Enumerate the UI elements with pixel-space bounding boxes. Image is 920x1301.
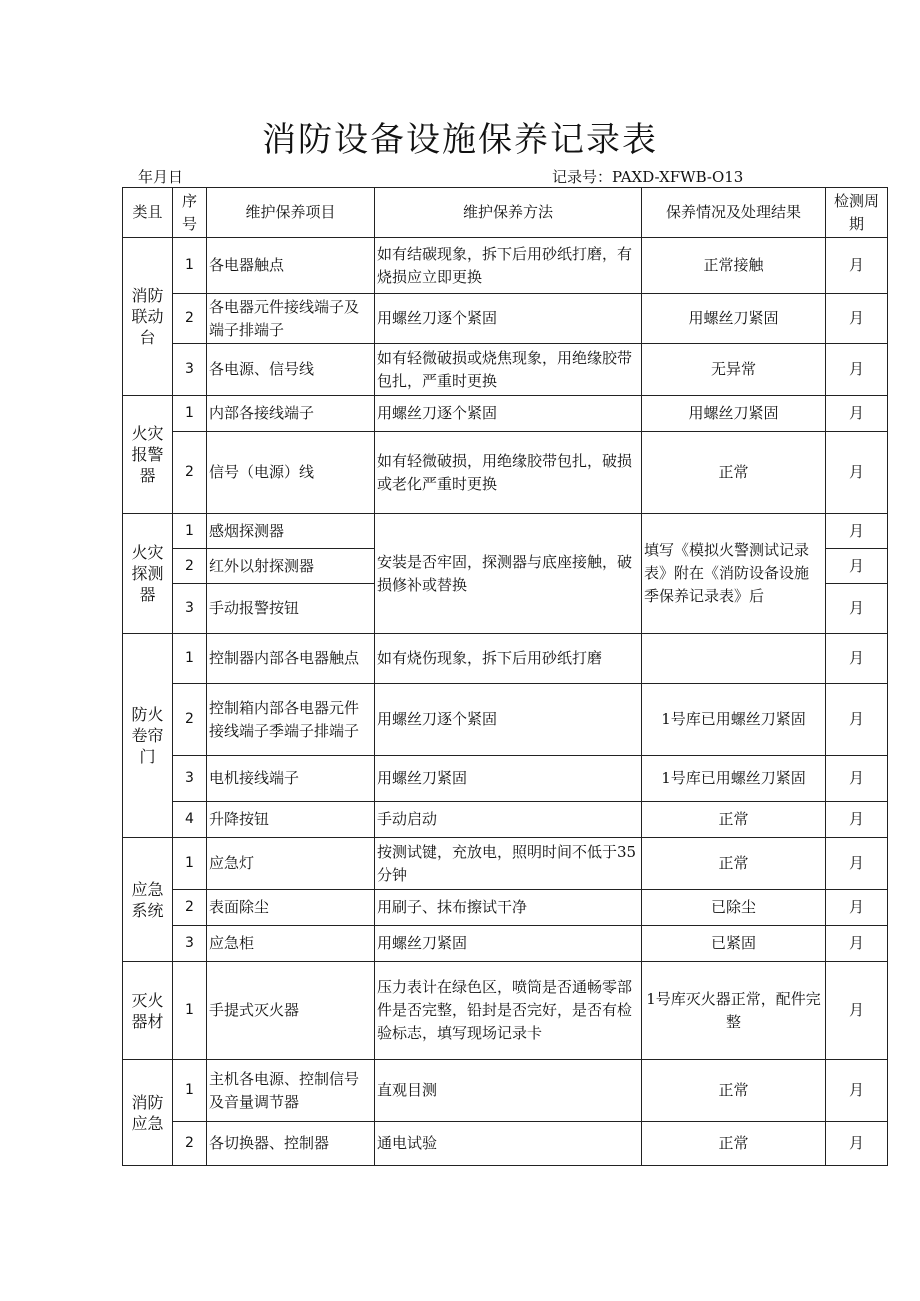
method-cell: 如有结碳现象，拆下后用砂纸打磨，有烧损应立即更换: [375, 238, 642, 294]
period-cell: 月: [826, 926, 888, 962]
table-row: [123, 432, 888, 514]
document-title: 消防设备设施保养记录表: [262, 120, 658, 160]
result-cell: 无异常: [642, 344, 826, 396]
result-cell: 1号库已用螺丝刀紧固: [642, 756, 826, 802]
category-cell: 消防应急: [123, 1060, 173, 1166]
maintenance-table: [122, 187, 888, 1166]
result-cell: 正常: [642, 838, 826, 890]
result-cell: 用螺丝刀紧固: [642, 396, 826, 432]
period-cell: 月: [826, 514, 888, 549]
method-cell: 用螺丝刀紧固: [375, 926, 642, 962]
item-cell: 控制箱内部各电器元件接线端子季端子排端子: [207, 684, 375, 756]
seq-cell: 2: [173, 294, 207, 344]
table-row: [123, 838, 888, 890]
record-number: 记录号：PAXD-XFWB-O13: [552, 168, 744, 186]
item-cell: 各切换器、控制器: [207, 1122, 375, 1166]
result-cell: 已除尘: [642, 890, 826, 926]
category-cell: 火灾探测器: [123, 514, 173, 634]
table-row: [123, 1122, 888, 1166]
item-cell: 应急柜: [207, 926, 375, 962]
period-cell: 月: [826, 396, 888, 432]
seq-cell: 2: [173, 684, 207, 756]
period-cell: 月: [826, 294, 888, 344]
period-cell: 月: [826, 802, 888, 838]
category-cell: 消防联动台: [123, 238, 173, 396]
seq-cell: 1: [173, 514, 207, 549]
category-cell: 灭火器材: [123, 962, 173, 1060]
method-cell: 用刷子、抹布擦试干净: [375, 890, 642, 926]
method-cell: 用螺丝刀逐个紧固: [375, 684, 642, 756]
seq-cell: 4: [173, 802, 207, 838]
period-cell: 月: [826, 756, 888, 802]
result-cell: 1号库已用螺丝刀紧固: [642, 684, 826, 756]
table-row: [123, 514, 888, 549]
method-cell: 安装是否牢固，探测器与底座接触，破损修补或替换: [375, 514, 642, 634]
seq-cell: 2: [173, 432, 207, 514]
item-cell: 各电器元件接线端子及端子排端子: [207, 294, 375, 344]
header-result: 保养情况及处理结果: [642, 188, 826, 238]
table-row: [123, 684, 888, 756]
period-cell: 月: [826, 962, 888, 1060]
header-category: 类且: [123, 188, 173, 238]
table-row: [123, 396, 888, 432]
method-cell: 如有轻微破损或烧焦现象，用绝缘胶带包扎，严重时更换: [375, 344, 642, 396]
seq-cell: 3: [173, 926, 207, 962]
method-cell: 如有轻微破损，用绝缘胶带包扎，破损或老化严重时更换: [375, 432, 642, 514]
result-cell: 1号库灭火器正常，配件完整: [642, 962, 826, 1060]
item-cell: 各电源、信号线: [207, 344, 375, 396]
period-cell: 月: [826, 890, 888, 926]
method-cell: 如有烧伤现象，拆下后用砂纸打磨: [375, 634, 642, 684]
method-cell: 用螺丝刀逐个紧固: [375, 396, 642, 432]
header-seq: 序号: [173, 188, 207, 238]
method-cell: 直观目测: [375, 1060, 642, 1122]
header-row: [123, 188, 888, 238]
table-row: [123, 926, 888, 962]
table-row: [123, 634, 888, 684]
seq-cell: 1: [173, 1060, 207, 1122]
method-cell: 通电试验: [375, 1122, 642, 1166]
result-cell: [642, 634, 826, 684]
result-cell: 用螺丝刀紧固: [642, 294, 826, 344]
period-cell: 月: [826, 684, 888, 756]
method-cell: 手动启动: [375, 802, 642, 838]
category-cell: 防火卷帘门: [123, 634, 173, 838]
seq-cell: 3: [173, 344, 207, 396]
table-row: [123, 1060, 888, 1122]
period-cell: 月: [826, 344, 888, 396]
table-row: [123, 756, 888, 802]
period-cell: 月: [826, 432, 888, 514]
item-cell: 电机接线端子: [207, 756, 375, 802]
period-cell: 月: [826, 634, 888, 684]
item-cell: 信号（电源）线: [207, 432, 375, 514]
result-cell: 正常: [642, 802, 826, 838]
result-cell: 填写《模拟火警测试记录表》附在《消防设备设施季保养记录表》后: [642, 514, 826, 634]
seq-cell: 1: [173, 396, 207, 432]
date-label: 年月日: [138, 168, 184, 186]
header-method: 维护保养方法: [375, 188, 642, 238]
item-cell: 表面除尘: [207, 890, 375, 926]
table-row: [123, 238, 888, 294]
result-cell: 正常接触: [642, 238, 826, 294]
method-cell: 压力表计在绿色区，喷筒是否通畅零部件是否完整，铅封是否完好，是否有检验标志，填写现场记录卡: [375, 962, 642, 1060]
header-item: 维护保养项目: [207, 188, 375, 238]
period-cell: 月: [826, 238, 888, 294]
item-cell: 感烟探测器: [207, 514, 375, 549]
seq-cell: 2: [173, 549, 207, 584]
table-row: [123, 890, 888, 926]
item-cell: 内部各接线端子: [207, 396, 375, 432]
item-cell: 各电器触点: [207, 238, 375, 294]
seq-cell: 3: [173, 584, 207, 634]
seq-cell: 1: [173, 634, 207, 684]
item-cell: 手动报警按钮: [207, 584, 375, 634]
table-row: [123, 962, 888, 1060]
item-cell: 红外以射探测器: [207, 549, 375, 584]
item-cell: 升降按钮: [207, 802, 375, 838]
seq-cell: 1: [173, 238, 207, 294]
item-cell: 手提式灭火器: [207, 962, 375, 1060]
method-cell: 按测试键，充放电，照明时间不低于35分钟: [375, 838, 642, 890]
item-cell: 应急灯: [207, 838, 375, 890]
result-cell: 已紧固: [642, 926, 826, 962]
seq-cell: 1: [173, 838, 207, 890]
result-cell: 正常: [642, 1060, 826, 1122]
result-cell: 正常: [642, 432, 826, 514]
period-cell: 月: [826, 1060, 888, 1122]
period-cell: 月: [826, 1122, 888, 1166]
seq-cell: 1: [173, 962, 207, 1060]
category-cell: 应急系统: [123, 838, 173, 962]
seq-cell: 2: [173, 890, 207, 926]
method-cell: 用螺丝刀逐个紧固: [375, 294, 642, 344]
period-cell: 月: [826, 549, 888, 584]
table-row: [123, 294, 888, 344]
seq-cell: 3: [173, 756, 207, 802]
category-cell: 火灾报警器: [123, 396, 173, 514]
table-row: [123, 802, 888, 838]
method-cell: 用螺丝刀紧固: [375, 756, 642, 802]
seq-cell: 2: [173, 1122, 207, 1166]
item-cell: 控制器内部各电器触点: [207, 634, 375, 684]
table-row: [123, 344, 888, 396]
period-cell: 月: [826, 584, 888, 634]
header-period: 检测周期: [826, 188, 888, 238]
item-cell: 主机各电源、控制信号及音量调节器: [207, 1060, 375, 1122]
result-cell: 正常: [642, 1122, 826, 1166]
period-cell: 月: [826, 838, 888, 890]
